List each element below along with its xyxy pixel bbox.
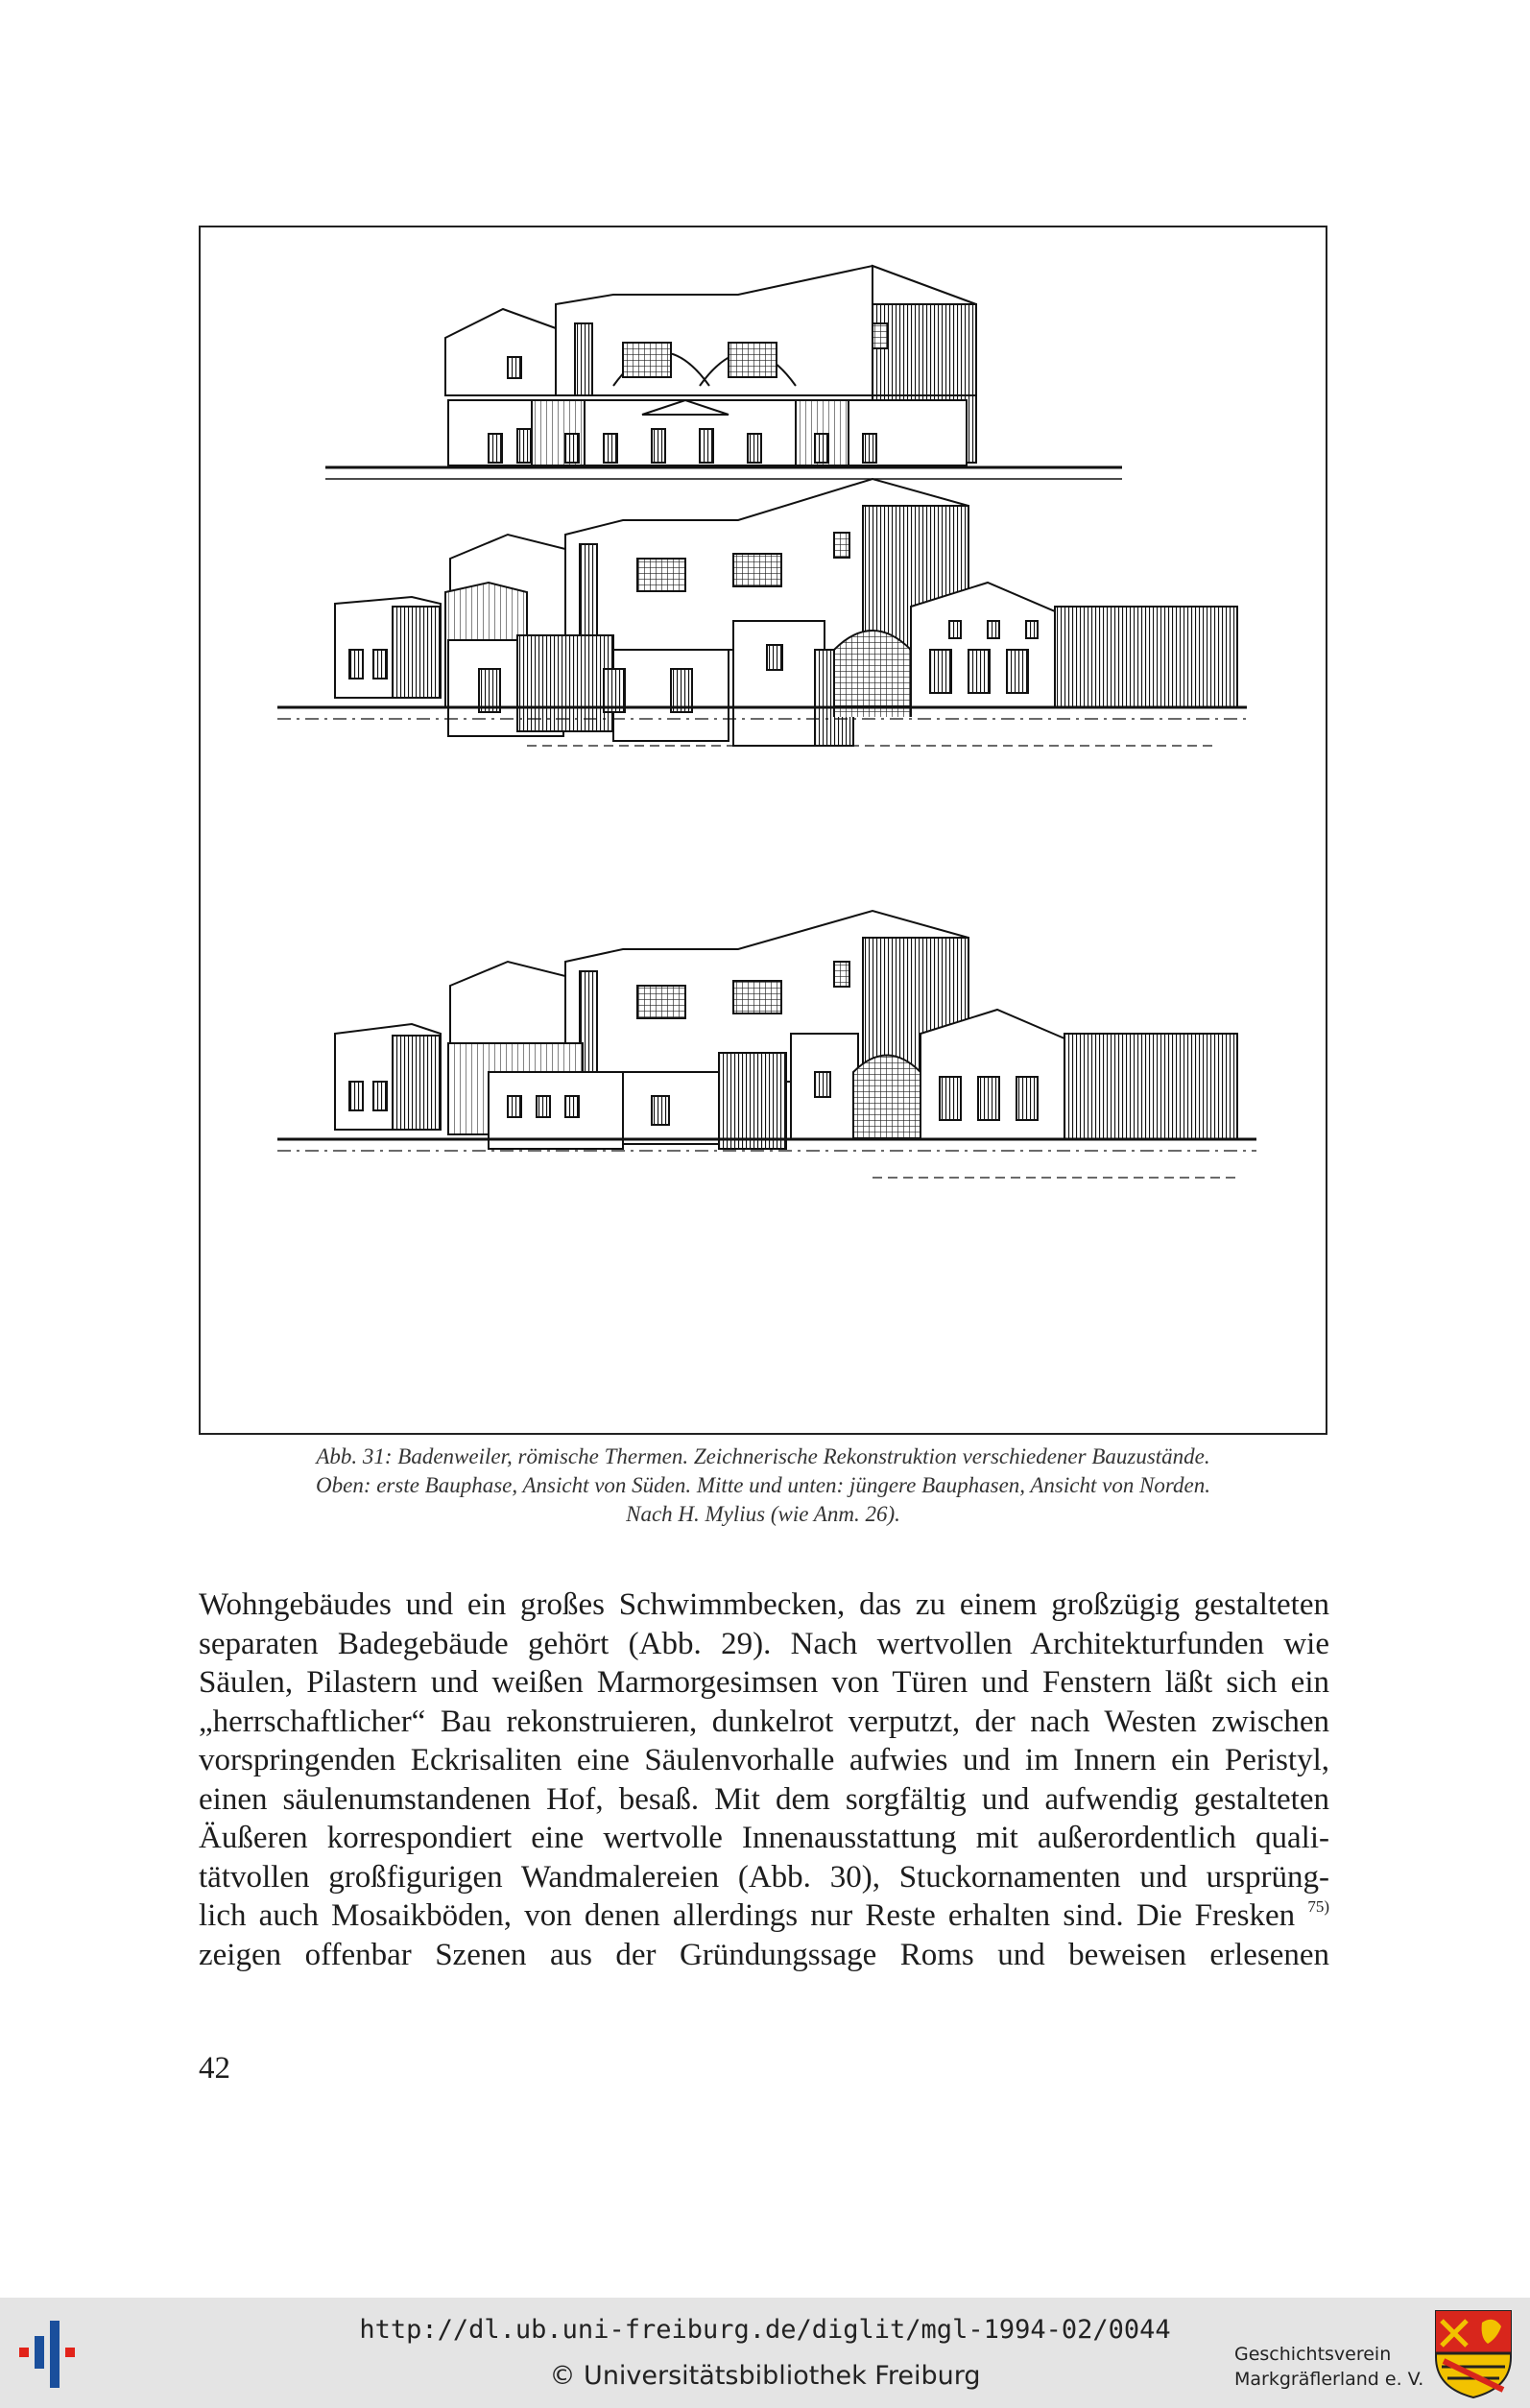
text-line-with-footnote xyxy=(199,1896,1329,1936)
text-line: zeigen offenbar Szenen aus der Gründungssage Roms und beweisen erlesenen xyxy=(199,1937,1329,1972)
drawing-first-phase xyxy=(325,266,1122,479)
bath-reconstruction-drawings xyxy=(201,227,1326,1433)
figure-caption xyxy=(199,1442,1327,1529)
drawing-later-phase-bottom xyxy=(277,911,1256,1178)
society-name xyxy=(1234,2342,1426,2392)
copyright-notice: © Universitätsbibliothek Freiburg xyxy=(549,2361,981,2391)
text-line: separaten Badegebäude gehört (Abb. 29). Nach wertvollen Architekturfunden wie xyxy=(199,1626,1329,1661)
caption-line: Nach H. Mylius (wie Anm. 26). xyxy=(626,1502,900,1526)
document-url[interactable]: http://dl.ub.uni-freiburg.de/diglit/mgl-1994-02/0044 xyxy=(359,2315,1171,2345)
text-line: „herrschaftlicher“ Bau rekonstruieren, dunkelrot verputzt, der nach Westen zwischen xyxy=(199,1704,1329,1739)
coat-of-arms-icon xyxy=(1434,2309,1513,2399)
text-line: einen säulenumstandenen Hof, besaß. Mit dem sorgfältig und aufwendig gestalteten xyxy=(199,1781,1329,1817)
page-number: 42 xyxy=(199,2051,230,2086)
text-line: Äußeren korrespondiert eine wertvolle Innenausstattung mit außerordentlich quali- xyxy=(199,1821,1329,1855)
society-name-line: Geschichtsverein xyxy=(1234,2344,1392,2365)
figure-frame xyxy=(199,226,1327,1435)
text-line: Säulen, Pilastern und weißen Marmorgesimsen von Türen und Fenstern läßt sich ein xyxy=(199,1665,1329,1700)
text-line: tätvollen großfigurigen Wandmalereien (Abb. 30), Stuckornamenten und ursprüng- xyxy=(199,1859,1329,1895)
society-name-line: Markgräflerland e. V. xyxy=(1234,2369,1424,2390)
drawing-later-phase-middle xyxy=(277,479,1247,746)
body-paragraph xyxy=(199,1585,1329,1974)
caption-line: Oben: erste Bauphase, Ansicht von Süden. Mitte und unten: jüngere Bauphasen, Ansicht von Norden. xyxy=(316,1473,1210,1497)
footnote-marker[interactable]: 75) xyxy=(1307,1897,1330,1916)
text-line: vorspringenden Eckrisaliten eine Säulenvorhalle aufwies und im Innern ein Peristyl, xyxy=(199,1743,1329,1777)
text-line-content: lich auch Mosaikböden, von denen allerdings nur Reste erhalten sind. Die Fresken xyxy=(199,1898,1296,1933)
text-line: Wohngebäudes und ein großes Schwimmbecken, das zu einem großzügig gestalteten xyxy=(199,1587,1329,1622)
caption-line: Abb. 31: Badenweiler, römische Thermen. Zeichnerische Rekonstruktion verschiedener Bauzustände. xyxy=(316,1444,1210,1468)
footer-bar xyxy=(0,2298,1530,2408)
